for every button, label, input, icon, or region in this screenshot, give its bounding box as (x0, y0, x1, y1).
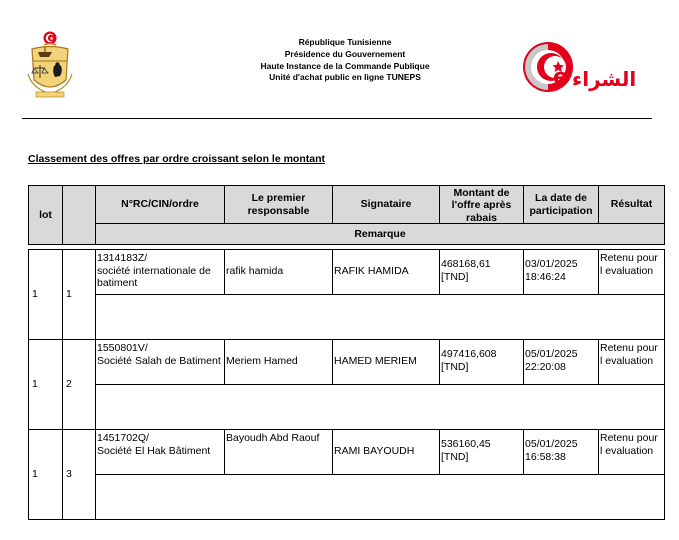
column-header-signataire: Signataire (333, 186, 440, 224)
table-remark-row (29, 475, 665, 520)
cell-lot: 1 (29, 340, 63, 430)
table-remark-row (29, 295, 665, 340)
table-remark-row (29, 385, 665, 430)
cell-signataire-text: RAFIK HAMIDA (334, 265, 409, 277)
cell-time-value: 16:58:38 (525, 450, 566, 463)
column-header-date: La date de participation (524, 186, 599, 224)
cell-signataire-text: RAMI BAYOUDH (334, 445, 415, 457)
cell-rc-number: 1550801V/ (97, 342, 148, 354)
column-header-montant (440, 186, 524, 224)
header-divider (22, 118, 652, 119)
cell-montant-currency: [TND] (441, 270, 469, 283)
cell-time-value: 22:20:08 (525, 360, 566, 373)
logo-letter: e (553, 65, 568, 90)
table-subheader-row (29, 224, 665, 245)
cell-montant-value: 468168,61 (441, 258, 491, 270)
offers-table (28, 185, 665, 520)
cell-date-value: 05/01/2025 (525, 348, 578, 360)
cell-signataire (333, 340, 440, 385)
cell-remarque (96, 295, 665, 340)
cell-rc (96, 430, 225, 475)
column-header-responsable: Le premier responsable (225, 186, 333, 224)
cell-rank: 3 (63, 430, 96, 520)
cell-signataire-text: HAMED MERIEM (334, 355, 417, 367)
cell-responsable-text: rafik hamida (226, 265, 284, 277)
cell-responsable (225, 340, 333, 385)
header-unit: Unité d'achat public en ligne TUNEPS (269, 72, 421, 83)
cell-responsable (225, 430, 333, 475)
cell-rc-number: 1314183Z/ (97, 252, 148, 264)
cell-date (524, 340, 599, 385)
table-row (29, 250, 665, 295)
cell-resultat: Retenu pour l evaluation (599, 430, 665, 475)
table-row (29, 340, 665, 385)
cell-rc-number: 1451702Q/ (97, 432, 149, 444)
cell-date-value: 05/01/2025 (525, 438, 578, 450)
cell-montant-value: 497416,608 (441, 348, 497, 360)
table-row (29, 430, 665, 475)
cell-montant (440, 340, 524, 385)
header-instance: Haute Instance de la Commande Publique (260, 60, 430, 71)
column-header-lot: lot (29, 186, 63, 245)
table-header-row (29, 186, 665, 224)
cell-lot: 1 (29, 250, 63, 340)
cell-date-value: 03/01/2025 (525, 258, 578, 270)
cell-company: Société Salah de Batiment (97, 354, 221, 367)
cell-lot: 1 (29, 430, 63, 520)
cell-rank: 1 (63, 250, 96, 340)
column-header-remarque: Remarque (96, 224, 665, 245)
header-country: République Tunisienne (298, 37, 392, 47)
cell-company: Société El Hak Bâtiment (97, 444, 211, 457)
column-header-resultat: Résultat (599, 186, 665, 224)
cell-rc (96, 250, 225, 295)
cell-resultat: Retenu pour l evaluation (599, 340, 665, 385)
logo-arabic-text: الشراء (572, 67, 637, 91)
el-chira-logo-icon (520, 34, 648, 100)
cell-responsable-text: Meriem Hamed (226, 355, 298, 367)
cell-montant-currency: [TND] (441, 450, 469, 463)
column-header-montant-label: Montant de l'offre après rabais (451, 186, 512, 223)
header-block (200, 37, 490, 84)
cell-date (524, 250, 599, 295)
cell-montant-currency: [TND] (441, 360, 469, 373)
cell-montant (440, 430, 524, 475)
column-header-rc: N°RC/CIN/ordre (96, 186, 225, 224)
tunisia-coat-of-arms-icon (22, 30, 78, 100)
cell-signataire (333, 430, 440, 475)
cell-date (524, 430, 599, 475)
cell-responsable (225, 250, 333, 295)
cell-rank: 2 (63, 340, 96, 430)
cell-montant (440, 250, 524, 295)
cell-remarque (96, 385, 665, 430)
cell-responsable-text: Bayoudh Abd Raouf (226, 432, 320, 444)
cell-signataire (333, 250, 440, 295)
document-title: Classement des offres par ordre croissant selon le montant (28, 153, 326, 165)
cell-resultat: Retenu pour l evaluation (599, 250, 665, 295)
header-presidency: Présidence du Gouvernement (284, 48, 406, 59)
cell-rc (96, 340, 225, 385)
cell-montant-value: 536160,45 (441, 438, 491, 450)
column-header-rank (63, 186, 96, 245)
cell-remarque (96, 475, 665, 520)
cell-time-value: 18:46:24 (525, 270, 566, 283)
cell-company: société internationale de batiment (97, 264, 211, 289)
